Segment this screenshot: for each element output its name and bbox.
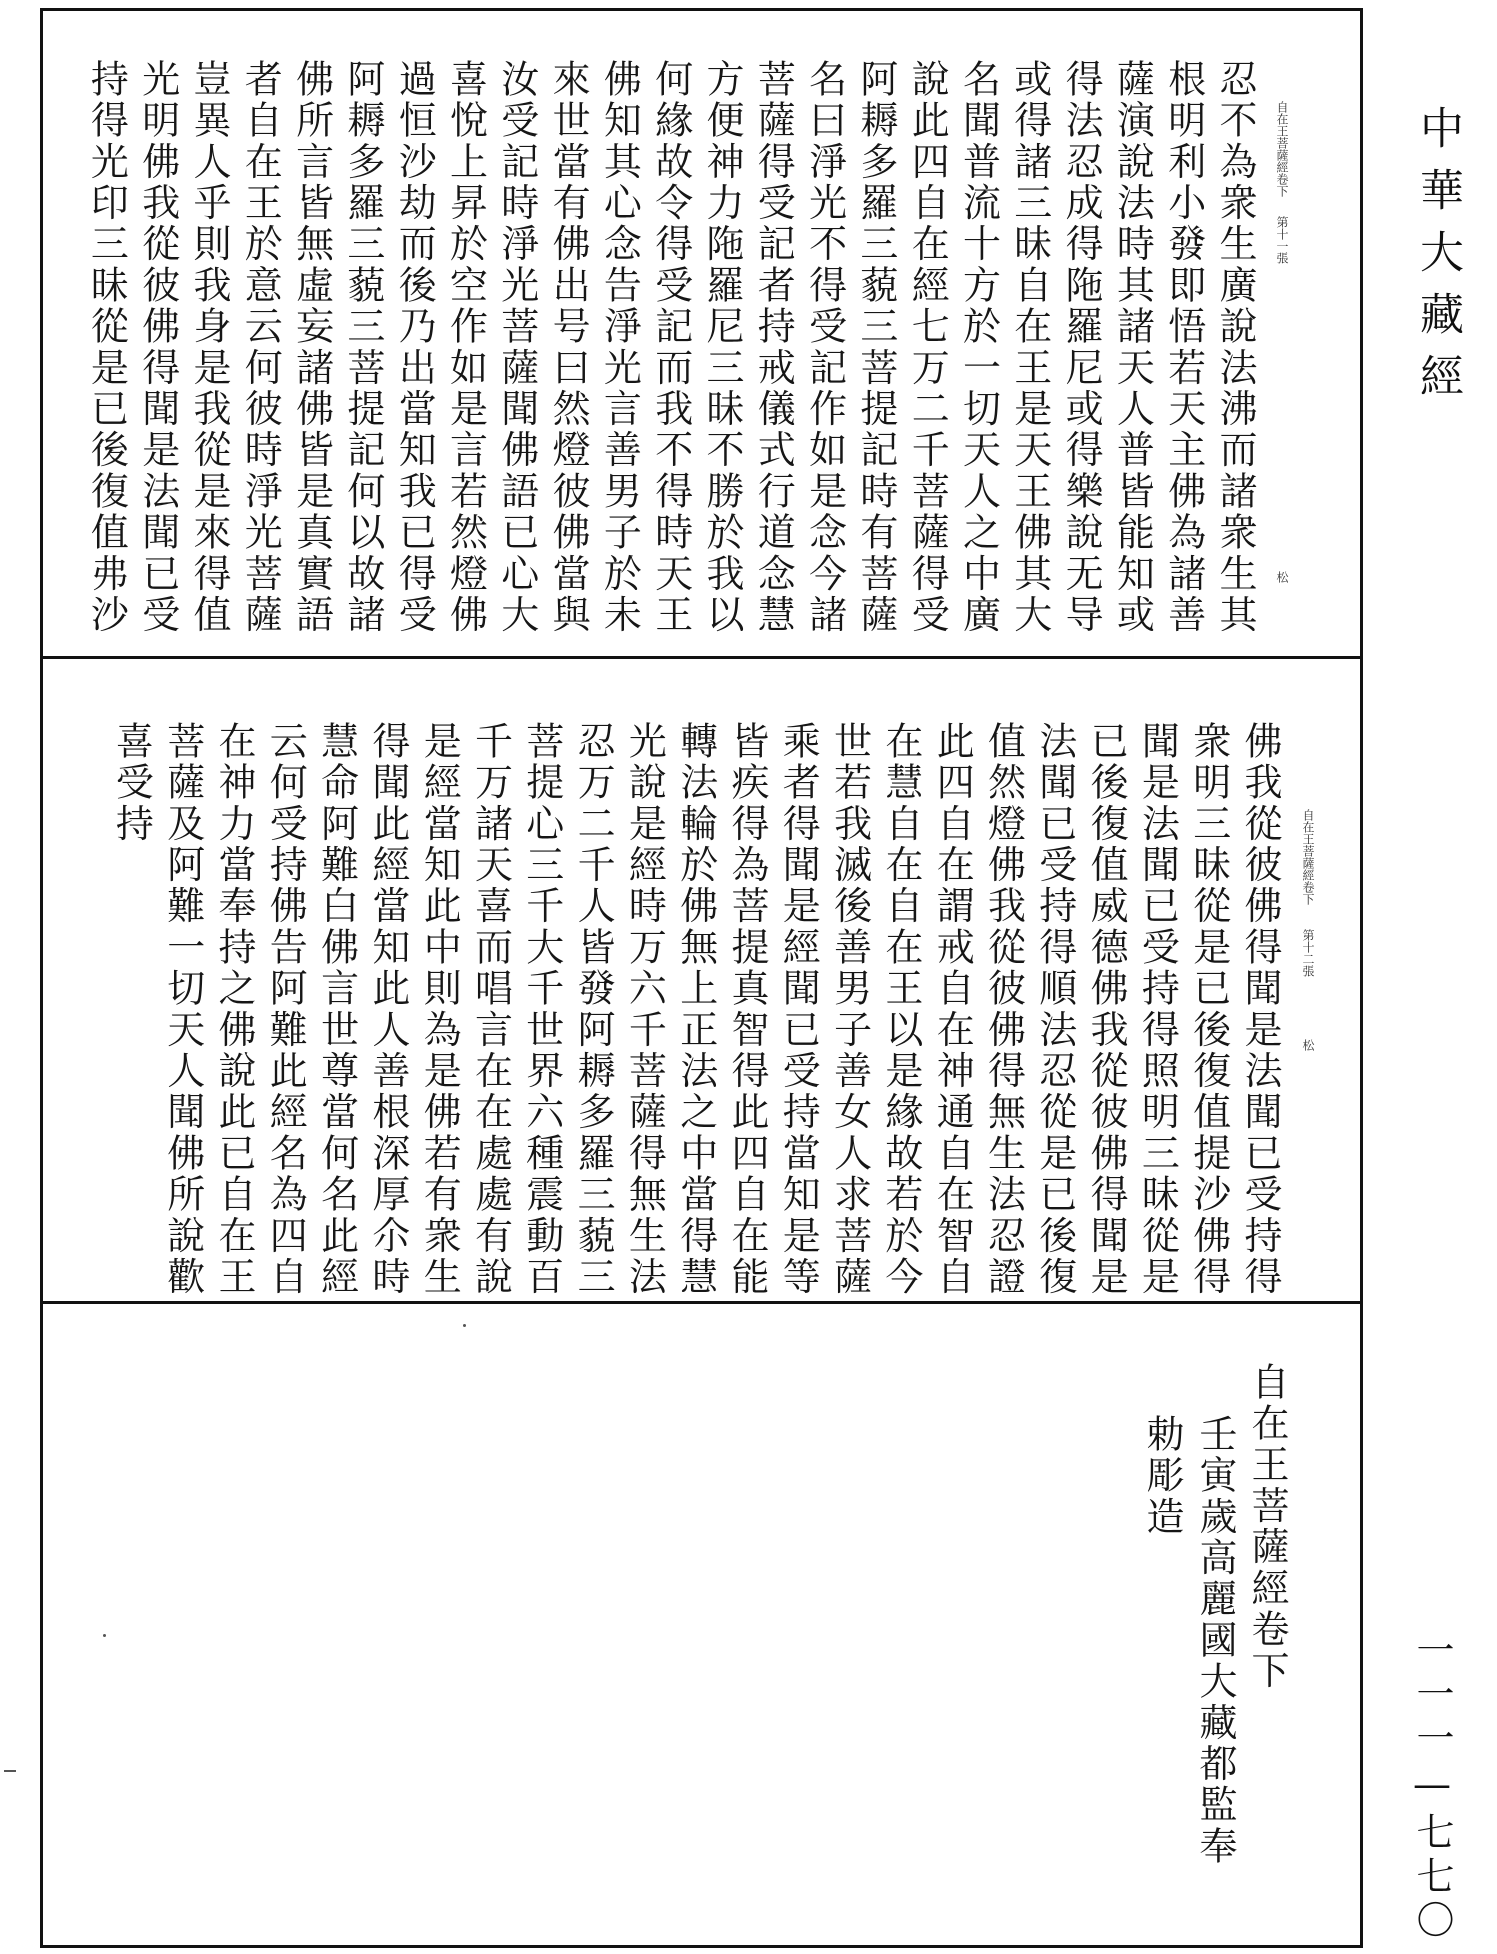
text-column: 千万諸天喜而唱言在在處處有說 [468, 721, 513, 1298]
text-column: 菩提心三千大千世界六種震動百 [519, 721, 564, 1298]
panel-middle [43, 659, 1360, 1301]
text-column: 云何受持佛告阿難此經名為四自 [263, 721, 308, 1298]
text-column: 過恒沙劫而後乃出當知我已得受 [392, 59, 437, 636]
margin-note-sheet: 第十二張 [1301, 929, 1315, 977]
text-column: 皆疾得為菩提真智得此四自在能 [725, 721, 769, 1298]
text-column: 聞是法聞已受持得照明三昧從是 [1135, 721, 1180, 1298]
text-column: 者自在王於意云何彼時淨光菩薩 [238, 59, 283, 636]
collection-title: 中華大藏經 [1412, 105, 1463, 415]
text-column: 名曰淨光不得受記作如是念今諸 [802, 59, 847, 636]
ink-speck [103, 1634, 106, 1637]
colophon: 壬寅歲高麗國大藏都監奉 [1193, 1414, 1237, 1868]
text-column: 持得光印三昧從是已後復值弗沙 [84, 59, 129, 636]
text-column: 世若我滅後善男子善女人求菩薩 [827, 721, 872, 1298]
panel-bottom [43, 1304, 1360, 1944]
margin-mark [4, 1770, 16, 1772]
text-column: 汝受記時淨光菩薩聞佛語已心大 [494, 59, 539, 636]
text-column: 法聞已受持得順法忍從是已後復 [1032, 721, 1077, 1298]
text-column: 何緣故令得受記而我不得時天王 [648, 59, 693, 636]
text-column: 豈異人乎則我身是我從是來得值 [187, 59, 231, 636]
text-column: 菩薩及阿難一切天人聞佛所說歡 [160, 721, 205, 1298]
margin-note-sutra: 自在王菩薩經卷下 [1301, 809, 1315, 905]
text-column: 佛我從彼佛得聞是法聞已受持得 [1238, 721, 1282, 1298]
page-frame [40, 8, 1363, 1948]
text-column: 轉法輪於佛無上正法之中當得慧 [673, 721, 718, 1298]
text-column: 值然燈佛我從彼佛得無生法忍證 [981, 721, 1026, 1298]
text-column: 已後復值威德佛我從彼佛得聞是 [1084, 721, 1129, 1298]
text-column: 乘者得聞是經聞已受持當知是等 [776, 721, 821, 1298]
text-column: 慧命阿難白佛言世尊當何名此經 [314, 721, 359, 1298]
text-column: 名聞普流十方於一切天人之中廣 [956, 59, 1001, 636]
text-column: 忍万二千人皆發阿耨多羅三藐三 [571, 721, 616, 1298]
margin-note-mark: 松 [1301, 1039, 1315, 1051]
margin-note-sutra: 自在王菩薩經卷下 [1275, 101, 1289, 197]
text-column: 光說是經時万六千菩薩得無生法 [622, 721, 667, 1298]
text-column: 此四自在謂戒自在神通自在智自 [930, 721, 975, 1298]
text-column: 在慧自在自在王以是緣故若於今 [878, 721, 923, 1298]
text-column: 光明佛我從彼佛得聞是法聞已受 [135, 59, 180, 636]
text-column: 喜悅上昇於空作如是言若然燈佛 [443, 59, 488, 636]
margin-note-sheet: 第十一張 [1275, 216, 1289, 264]
text-column: 來世當有佛出号曰然燈彼佛當與 [546, 59, 591, 636]
text-column: 阿耨多羅三藐三菩提記時有菩薩 [853, 59, 898, 636]
text-column: 得聞此經當知此人善根深厚尒時 [365, 721, 410, 1298]
text-column: 阿耨多羅三藐三菩提記何以故諸 [340, 59, 385, 636]
carver-line: 勅彫造 [1140, 1414, 1184, 1538]
text-column: 喜受持 [109, 721, 154, 845]
text-column: 衆明三昧從是已後復值提沙佛得 [1186, 721, 1231, 1298]
text-column: 得法忍成得陁羅尼或得樂說无导 [1059, 59, 1104, 636]
text-column: 或得諸三昧自在王是天王佛其大 [1007, 59, 1052, 636]
text-column: 方便神力陁羅尼三昧不勝於我以 [700, 59, 744, 636]
text-column: 菩薩得受記者持戒儀式行道念慧 [751, 59, 796, 636]
text-column: 根明利小發即悟若天主佛為諸善 [1161, 59, 1206, 636]
text-column: 忍不為衆生廣說法沸而諸衆生其 [1213, 59, 1257, 636]
closing-title: 自在王菩薩經卷下 [1245, 1362, 1289, 1692]
panel-top [43, 11, 1360, 656]
text-column: 說此四自在經七万二千菩薩得受 [905, 59, 950, 636]
text-column: 在神力當奉持之佛說此已自在王 [212, 721, 256, 1298]
text-column: 佛所言皆無虛妄諸佛皆是真實語 [289, 59, 334, 636]
page-number: 一一一—七七〇 [1410, 1630, 1454, 1944]
text-column: 佛知其心念告淨光言善男子於未 [597, 59, 642, 636]
text-column: 是經當知此中則為是佛若有衆生 [417, 721, 462, 1298]
ink-speck [463, 1324, 466, 1327]
text-column: 薩演說法時其諸天人普皆能知或 [1110, 59, 1155, 636]
margin-note-mark: 松 [1275, 571, 1289, 583]
